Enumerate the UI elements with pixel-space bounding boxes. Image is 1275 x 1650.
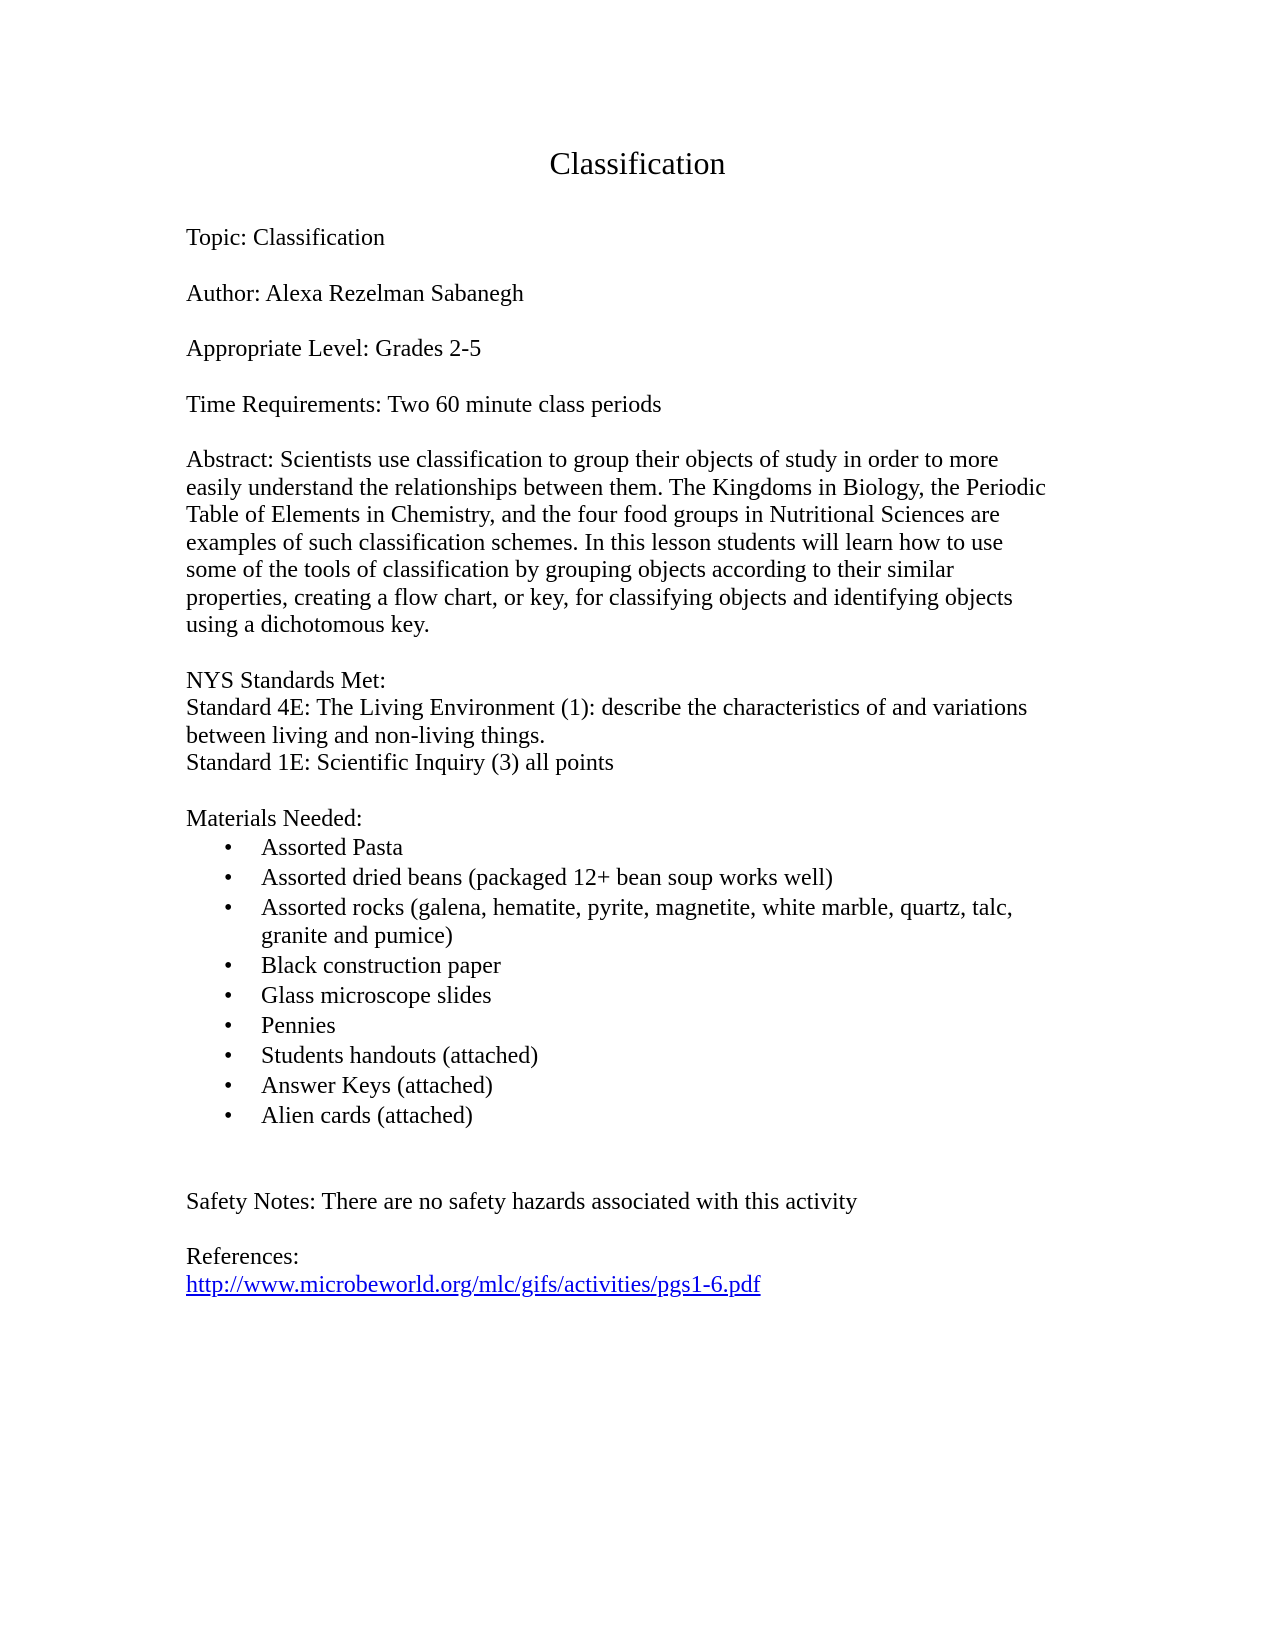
bullet-icon: • bbox=[224, 1042, 233, 1069]
references-heading: References: bbox=[186, 1244, 300, 1270]
abstract-line: some of the tools of classification by grouping objects according to their similar bbox=[186, 557, 954, 583]
material-item: • Pennies bbox=[224, 1012, 336, 1039]
bullet-icon: • bbox=[224, 982, 233, 1009]
document-title: Classification bbox=[549, 145, 726, 181]
bullet-icon: • bbox=[224, 1102, 233, 1129]
level-line: Appropriate Level: Grades 2-5 bbox=[186, 336, 482, 362]
abstract-line: properties, creating a flow chart, or key, for classifying objects and identifying objects bbox=[186, 584, 1013, 611]
safety-notes: Safety Notes: There are no safety hazards associated with this activity bbox=[186, 1188, 858, 1215]
materials-heading: Materials Needed: bbox=[186, 805, 363, 832]
material-item: • Black construction paper bbox=[224, 952, 501, 979]
material-item: • Students handouts (attached) bbox=[224, 1042, 539, 1069]
abstract-line: using a dichotomous key. bbox=[186, 612, 430, 638]
time-line: Time Requirements: Two 60 minute class periods bbox=[186, 391, 662, 418]
material-item: • Alien cards (attached) bbox=[224, 1102, 473, 1129]
standard-line: Standard 4E: The Living Environment (1): describe the characteristics of and variations bbox=[186, 695, 1028, 721]
author-line: Author: Alexa Rezelman Sabanegh bbox=[186, 280, 524, 307]
abstract-line: easily understand the relationships between them. The Kingdoms in Biology, the Periodic bbox=[186, 474, 1046, 501]
topic-line: Topic: Classification bbox=[186, 225, 385, 251]
materials-list bbox=[186, 835, 1086, 1130]
standards-section bbox=[186, 668, 1086, 778]
abstract-paragraph bbox=[186, 447, 1086, 640]
standard-line: between living and non-living things. bbox=[186, 722, 546, 749]
bullet-icon: • bbox=[224, 865, 233, 891]
material-item: • Answer Keys (attached) bbox=[224, 1072, 493, 1099]
reference-link[interactable]: http://www.microbeworld.org/mlc/gifs/activities/pgs1-6.pdf bbox=[186, 1271, 761, 1298]
bullet-icon: • bbox=[224, 895, 233, 921]
abstract-line: Table of Elements in Chemistry, and the four food groups in Nutritional Sciences are bbox=[186, 502, 1000, 528]
standard-line: Standard 1E: Scientific Inquiry (3) all points bbox=[186, 750, 614, 776]
material-item: • Glass microscope slides bbox=[224, 982, 492, 1009]
bullet-icon: • bbox=[224, 1072, 233, 1099]
bullet-icon: • bbox=[224, 835, 233, 861]
bullet-icon: • bbox=[224, 952, 233, 979]
abstract-line: Abstract: Scientists use classification to group their objects of study in order to more bbox=[186, 447, 999, 473]
bullet-icon: • bbox=[224, 1012, 233, 1039]
references-section bbox=[186, 1244, 1086, 1299]
document-body bbox=[186, 225, 1086, 1299]
abstract-line: examples of such classification schemes. In this lesson students will learn how to use bbox=[186, 529, 1004, 556]
material-item: • Assorted Pasta bbox=[224, 835, 403, 861]
material-item: • Assorted rocks (galena, hematite, pyrite, magnetite, white marble, quartz, talc, granite and pumice) bbox=[224, 895, 1013, 949]
material-item: • Assorted dried beans (packaged 12+ bean soup works well) bbox=[224, 865, 834, 891]
materials-section bbox=[186, 806, 1086, 1131]
standards-heading: NYS Standards Met: bbox=[186, 667, 386, 694]
